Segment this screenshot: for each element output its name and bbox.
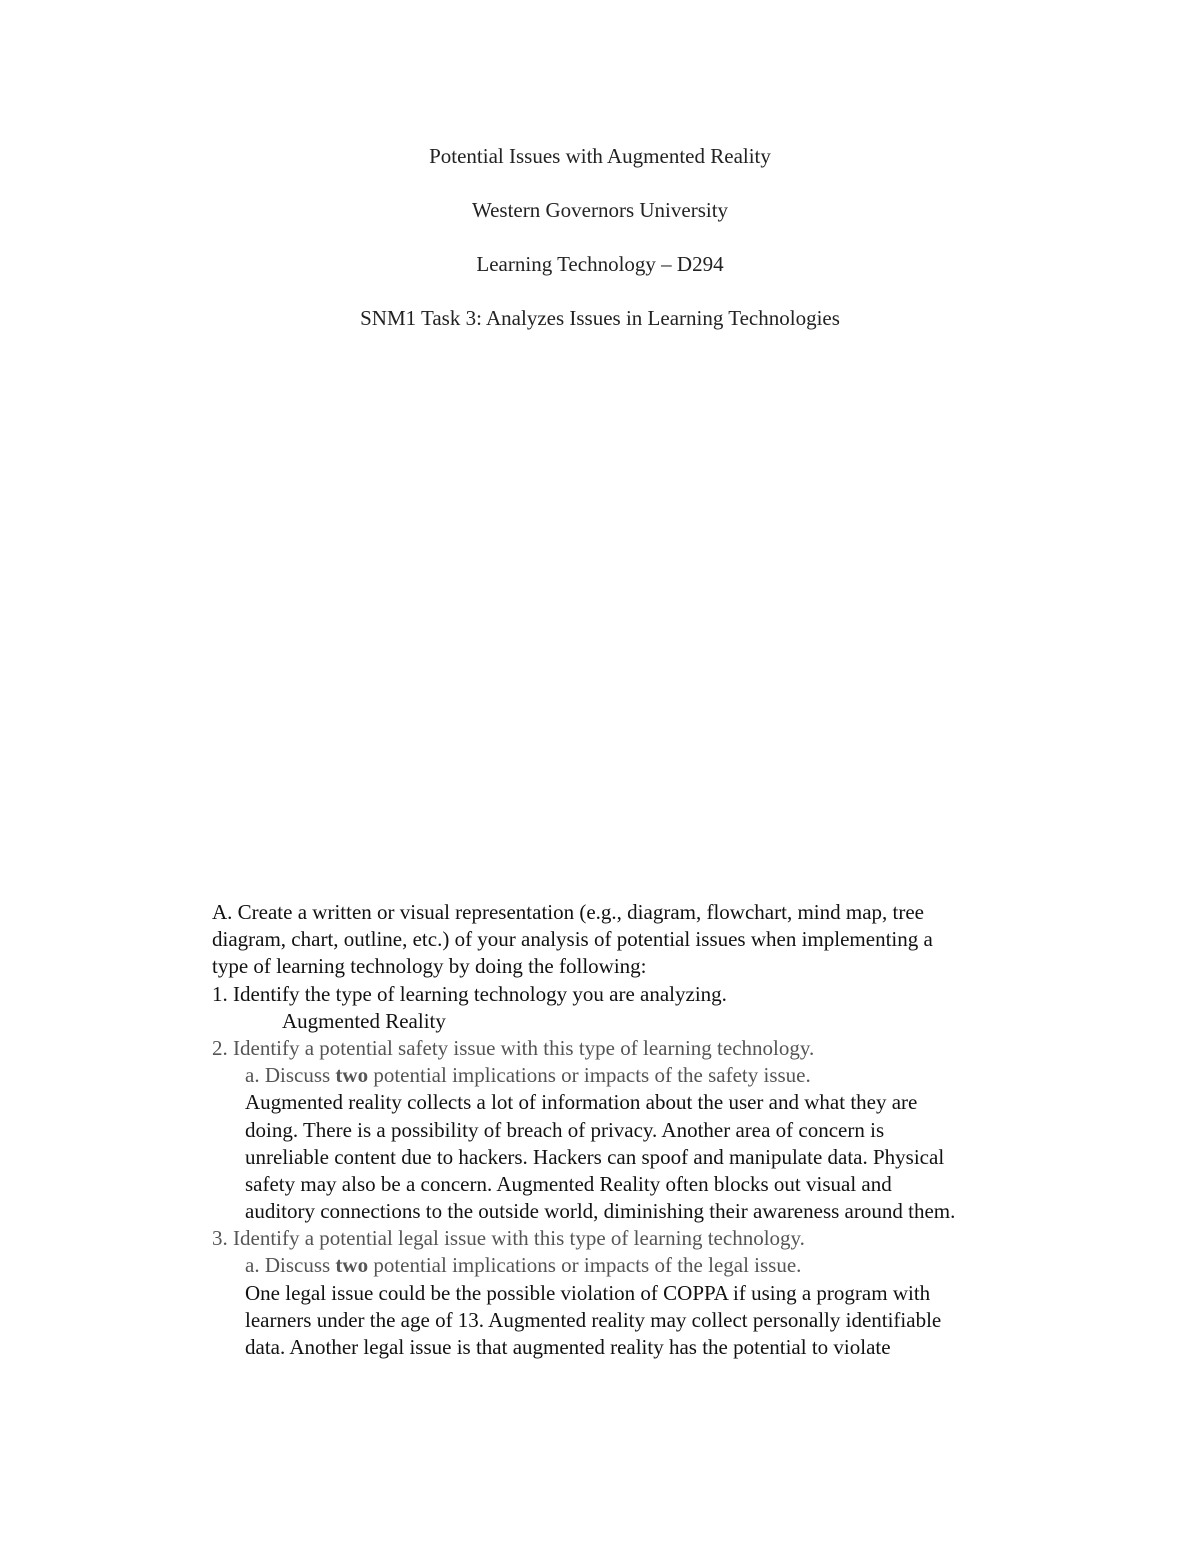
item3-sub-prompt [212, 1252, 1072, 1279]
task-name: SNM1 Task 3: Analyzes Issues in Learning Technologies [360, 306, 840, 330]
item2-sub-prompt-before: a. Discuss [245, 1063, 336, 1088]
intro-line: type of learning technology by doing the following: [212, 954, 647, 979]
course-name: Learning Technology – D294 [476, 252, 724, 276]
item2-answer-line: unreliable content due to hackers. Hackers can spoof and manipulate data. Physical [245, 1144, 945, 1169]
intro-line: A. Create a written or visual representation (e.g., diagram, flowchart, mind map, tree [212, 900, 924, 924]
item3-sub-prompt-before: a. Discuss [245, 1253, 336, 1278]
item1-answer: Augmented Reality [282, 1008, 446, 1033]
title-page-block [0, 142, 1200, 358]
item3-answer-line: data. Another legal issue is that augmented reality has the potential to violate [245, 1335, 891, 1359]
institution-name: Western Governors University [471, 198, 729, 222]
item2-answer-line: Augmented reality collects a lot of information about the user and what they are [245, 1090, 918, 1115]
item3-answer-line: learners under the age of 13. Augmented reality may collect personally identifiable [245, 1307, 942, 1332]
item2-answer-line: auditory connections to the outside world, diminishing their awareness around them. [245, 1199, 956, 1224]
item3-answer-line: One legal issue could be the possible violation of COPPA if using a program with [245, 1280, 931, 1305]
item3-sub-prompt-bold: two [335, 1253, 369, 1278]
section-a [212, 899, 1072, 1361]
item2-sub-prompt [212, 1062, 1072, 1089]
item3-sub-prompt-after: potential implications or impacts of the legal issue. [368, 1253, 802, 1278]
item3-prompt: 3. Identify a potential legal issue with this type of learning technology. [212, 1226, 805, 1251]
item2-sub-prompt-after: potential implications or impacts of the safety issue. [368, 1063, 811, 1088]
document-title: Potential Issues with Augmented Reality [429, 144, 771, 168]
item2-sub-prompt-bold: two [335, 1063, 369, 1088]
item2-prompt: 2. Identify a potential safety issue with this type of learning technology. [212, 1035, 815, 1060]
item2-answer-line: safety may also be a concern. Augmented Reality often blocks out visual and [245, 1171, 892, 1196]
item1-prompt: 1. Identify the type of learning technology you are analyzing. [212, 981, 727, 1006]
item2-answer-line: doing. There is a possibility of breach of privacy. Another area of concern is [245, 1117, 885, 1142]
intro-line: diagram, chart, outline, etc.) of your analysis of potential issues when implementing a [212, 927, 933, 952]
